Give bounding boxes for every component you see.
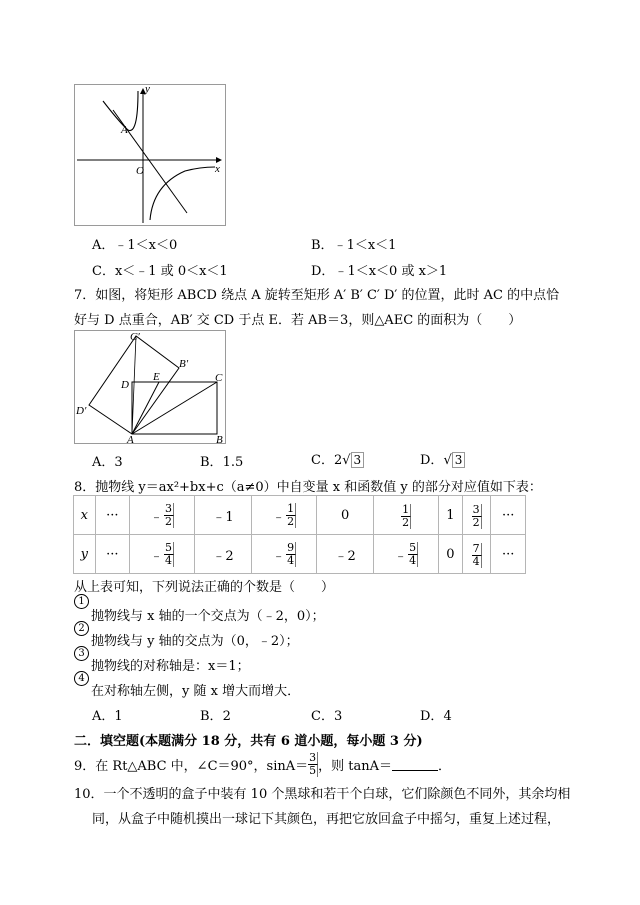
table-cell: ﹣ 3 2 — [130, 496, 195, 535]
table-cell: ﹣1 — [194, 496, 252, 535]
label-a: A — [127, 434, 134, 443]
q8-option-d[interactable]: D．4 — [420, 709, 452, 724]
point-a-label: A — [121, 124, 128, 136]
table-cell: 1 2 — [374, 496, 439, 535]
statement-1 — [74, 593, 89, 609]
table-cell: ··· — [491, 535, 526, 574]
sin-fraction: 3 5 — [309, 751, 317, 777]
sqrt-icon: √ — [342, 453, 351, 468]
statement-1-text: 抛物线与 x 轴的一个交点为（﹣2，0）； — [91, 609, 325, 624]
table-cell: 0 — [316, 496, 374, 535]
diagonal-ac — [132, 382, 217, 434]
y-axis-label: y — [145, 85, 150, 95]
q8-option-b[interactable]: B．2 — [200, 709, 231, 724]
circled-number-icon: 1 — [74, 594, 89, 609]
figure-2-rectangles — [75, 331, 225, 443]
circled-number-icon: 4 — [74, 671, 89, 686]
table-cell: ﹣2 — [194, 535, 252, 574]
label-e: E — [153, 371, 160, 383]
label-b: B — [216, 434, 223, 443]
x-axis-label: x — [215, 163, 220, 175]
statement-2-text: 抛物线与 y 轴的交点为（0，﹣2）； — [91, 634, 299, 649]
q8-stem: 8．抛物线 y＝ax²+bx+c（a≠0）中自变量 x 和函数值 y 的部分对应值如下表： — [74, 480, 542, 495]
q8-option-c[interactable]: C．3 — [311, 709, 343, 724]
label-d-prime: D′ — [76, 405, 87, 417]
origin-label: O — [136, 165, 144, 177]
answer-blank[interactable] — [392, 758, 438, 771]
figure-1-graph — [75, 85, 225, 225]
q7-stem-line2: 好与 D 点重合，AB′ 交 CD 于点 E．若 AB＝3，则△AEC 的面积为（ ） — [74, 313, 522, 328]
figure-1-box — [74, 84, 226, 226]
table-row-x — [74, 496, 526, 535]
label-c: C — [215, 372, 223, 384]
x-header: x — [74, 496, 96, 535]
table-cell: ··· — [95, 535, 130, 574]
circled-number-icon: 2 — [74, 621, 89, 636]
table-cell: ﹣ 1 2 — [252, 496, 317, 535]
statement-4-text: 在对称轴左侧，y 随 x 增大而增大． — [91, 684, 301, 699]
q7-stem-line1: 7．如图，将矩形 ABCD 绕点 A 旋转至矩形 A′ B′ C′ D′ 的位置，此时 AC 的中点恰 — [74, 288, 560, 303]
table-cell: ﹣ 9 4 — [252, 535, 317, 574]
statement-4 — [74, 670, 89, 686]
q7-option-a[interactable]: A．3 — [92, 455, 123, 470]
q7-option-d[interactable]: D．√ 3 — [420, 449, 465, 468]
section-heading: 二．填空题(本题满分 18 分，共有 6 道小题，每小题 3 分) — [74, 734, 423, 749]
table-cell: ··· — [95, 496, 130, 535]
statement-3 — [74, 645, 89, 661]
value-table — [73, 495, 526, 574]
sqrt-icon: √ — [443, 453, 452, 468]
label-d: D — [121, 379, 129, 391]
q6-option-b[interactable]: B．﹣1＜x＜1 — [311, 238, 397, 253]
q7-option-b[interactable]: B．1.5 — [200, 455, 244, 470]
circled-number-icon: 3 — [74, 646, 89, 661]
table-cell: 7 4 — [462, 535, 490, 574]
table-cell: 3 2 — [462, 496, 490, 535]
y-header: y — [74, 535, 96, 574]
table-cell: 1 — [438, 496, 462, 535]
label-c-prime: C′ — [130, 331, 140, 343]
q7-option-c[interactable]: C．2√ 3 — [311, 449, 364, 468]
q8-intro: 从上表可知，下列说法正确的个数是（ ） — [74, 580, 335, 595]
statement-3-text: 抛物线的对称轴是：x＝1； — [91, 659, 250, 674]
table-cell: ··· — [491, 496, 526, 535]
label-b-prime: B′ — [179, 358, 189, 370]
figure-2-box — [74, 330, 226, 444]
table-cell: 0 — [438, 535, 462, 574]
q6-option-d[interactable]: D．﹣1＜x＜0 或 x＞1 — [311, 264, 448, 279]
table-row-y — [74, 535, 526, 574]
segment-ac-prime — [132, 336, 136, 434]
q9: 9．在 Rt△ABC 中，∠C＝90°，sinA＝ 3 5 ，则 tanA＝ ． — [74, 751, 452, 777]
table-cell: ﹣ 5 4 — [374, 535, 439, 574]
q10-line2: 同，从盒子中随机摸出一球记下其颜色，再把它放回盒子中摇匀，重复上述过程， — [92, 812, 561, 827]
q8-option-a[interactable]: A．1 — [92, 709, 123, 724]
q6-option-c[interactable]: C．x＜﹣1 或 0＜x＜1 — [92, 264, 228, 279]
q6-option-a[interactable]: A．﹣1＜x＜0 — [92, 238, 178, 253]
table-cell: ﹣ 5 4 — [130, 535, 195, 574]
q10-line1: 10．一个不透明的盒子中装有 10 个黑球和若干个白球，它们除颜色不同外，其余均相 — [74, 787, 571, 802]
statement-2 — [74, 620, 89, 636]
table-cell: ﹣2 — [316, 535, 374, 574]
